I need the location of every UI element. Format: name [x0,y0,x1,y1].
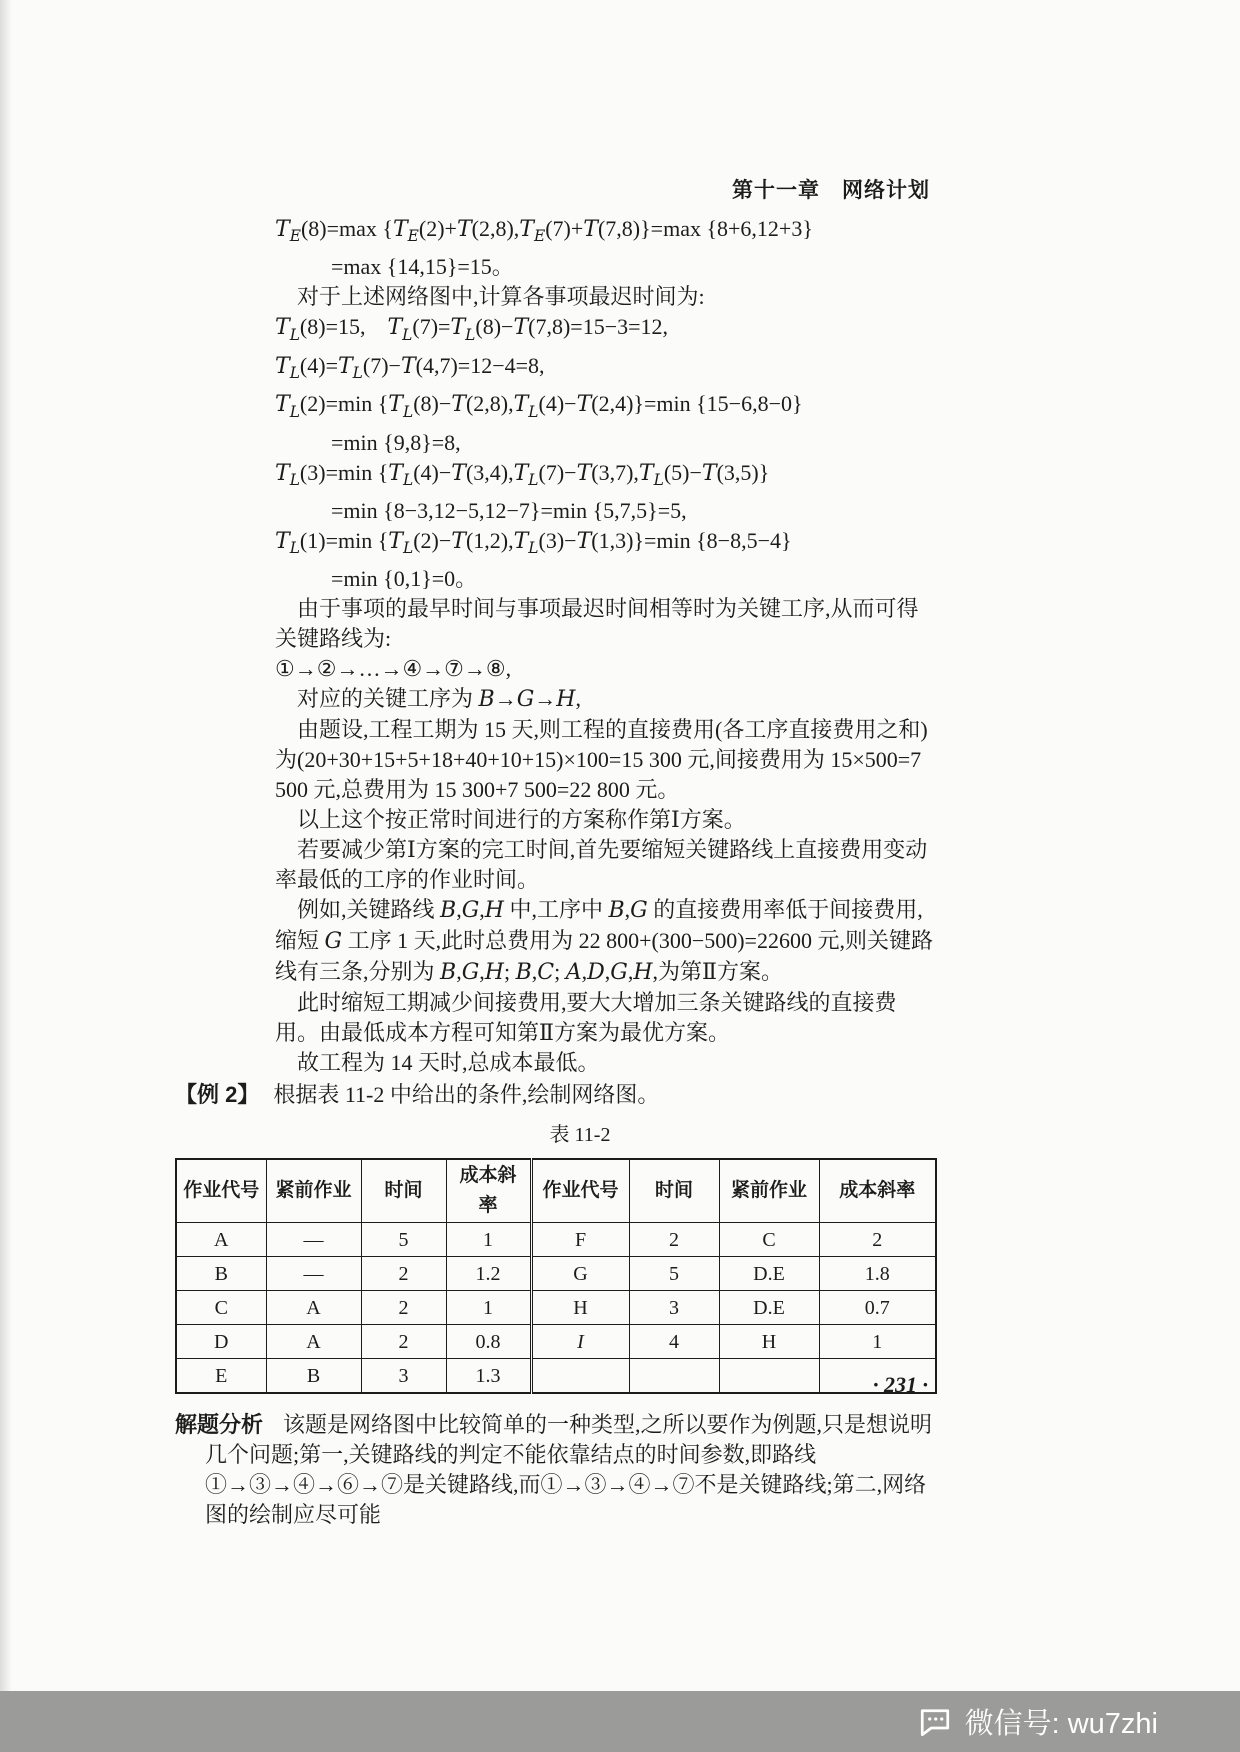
page-body [175,214,940,1530]
header-cell: 成本斜率 [446,1159,531,1223]
paragraph: 此时缩短工期减少间接费用,要大大增加三条关键路线的直接费用。由最低成本方程可知第Ⅱ方案为最优方案。 [275,990,897,1046]
formula-line: =min {0,1}=0。 [331,566,478,592]
formula-line: $T_E(8)=\max$ $\{T_E(2)+T(2,8),T_E(7)+T(7,8)\}=\max$ {8+6,12+3} [275,216,813,246]
table-row [176,1223,936,1257]
formula-intro-text: 对于上述网络图中,计算各事项最迟时间为: [297,284,705,310]
header-cell: 作业代号 [176,1159,266,1223]
header-cell: 成本斜率 [819,1159,936,1223]
table-cell: 2 [361,1325,446,1359]
table-caption: 表 11-2 [549,1124,611,1147]
watermark-bar [0,1691,1240,1752]
table-cell: 4 [629,1325,719,1359]
table-cell: 0.8 [446,1325,531,1359]
table-row [176,1291,936,1325]
formula-line: $T_L(3)=\min$ $\{T_L(4)-T(3,4),T_L(7)-T(3,7),T_L(5)-T(3,5)\}$ [275,459,770,489]
formula-line: =min {9,8}=8, [331,429,461,455]
paragraph: 例如,关键路线 B,G,H 中,工序中 B,G 的直接费用率低于间接费用,缩短 G 工序 1 天,此时总费用为 22 800+(300−500)=22600 元,则关键路线有三条,分别为 B,G,H; B,C; A,D,G,H,为第Ⅱ方案。 [275,897,933,986]
table-cell: 1 [819,1325,936,1359]
table-cell: 2 [361,1257,446,1291]
table-cell: D.E [719,1257,819,1291]
formula-line: =min {8−3,12−5,12−7}=min {5,7,5}=5, [331,497,687,523]
watermark-text: 微信号: wu7zhi [964,1708,1158,1740]
table-cell: 1 [446,1291,531,1325]
table-cell: A [176,1223,266,1257]
table-cell: C [719,1223,819,1257]
table-cell: 1.8 [819,1257,936,1291]
analysis-block [175,1410,940,1530]
table-cell: 2 [819,1223,936,1257]
formula-line: =max {14,15}=15。 [331,254,514,280]
table-row [176,1325,936,1359]
table-cell: B [266,1359,361,1394]
table-cell: H [531,1291,629,1325]
table-cell: B [176,1257,266,1291]
table-cell [719,1359,819,1394]
table-cell: 0.7 [819,1291,936,1325]
header-cell: 作业代号 [531,1159,629,1223]
paragraph: 对应的关键工序为 B→G→H, [297,686,581,713]
table-cell: 1 [446,1223,531,1257]
formula-line: $T_L(4)=T_L(7)-T(4,7)=12-4=8$, [275,352,545,383]
table-cell [531,1359,629,1394]
table-cell: D.E [719,1291,819,1325]
paragraph: 故工程为 14 天时,总成本最低。 [297,1050,600,1076]
table-cell: G [531,1257,629,1291]
paragraph: 由于事项的最早时间与事项最迟时间相等时为关键工序,从而可得关键路线为: [275,596,919,652]
critical-path-line: ①→②→…→④→⑦→⑧, [275,656,512,682]
header-cell: 时间 [361,1159,446,1223]
table-cell: A [266,1291,361,1325]
table-cell: D [176,1325,266,1359]
table-cell: A [266,1325,361,1359]
table-cell: 2 [629,1223,719,1257]
formula-line: $T_L(1)=\min$ $\{T_L(2)-T(1,2),T_L(3)-T(1,3)\}=\min$ {8−8,5−4} [275,527,792,558]
header-cell: 紧前作业 [266,1159,361,1223]
paragraph: 由题设,工程工期为 15 天,则工程的直接费用(各工序直接费用之和)为(20+30+15+5+18+40+10+15)×100=15 300 元,间接费用为 15×500=7 500 元,总费用为 15 300+7 500=22 800 元。 [275,717,928,803]
example-label: 【例 2】 [175,1082,260,1108]
table-cell: — [266,1257,361,1291]
analysis-text: 该题是网络图中比较简单的一种类型,之所以要作为例题,只是想说明几个问题;第一,关键路线的判定不能依靠结点的时间参数,即路线①→③→④→⑥→⑦是关键路线,而①→③→④→⑦不是关键路线;第二,网络图的绘制应尽可能 [205,1412,933,1528]
chapter-header: 第十一章 网络计划 [732,179,930,202]
table-row [176,1359,936,1394]
table-cell: E [176,1359,266,1394]
formula-line: $T_L(2)=\min$ $\{T_L(8)-T(2,8),T_L(4)-T(2,4)\}=\min$ {15−6,8−0} [275,391,803,421]
table-cell: 3 [629,1291,719,1325]
table-cell: 1.2 [446,1257,531,1291]
table-cell [629,1359,719,1394]
table-row [176,1257,936,1291]
table-cell: 3 [361,1359,446,1394]
table-header-row [176,1159,936,1223]
example-text: 根据表 11-2 中给出的条件,绘制网络图。 [273,1082,660,1108]
table-cell: 5 [361,1223,446,1257]
table-cell: 2 [361,1291,446,1325]
paragraph: 以上这个按正常时间进行的方案称作第Ⅰ方案。 [297,807,746,833]
table-cell: H [719,1325,819,1359]
table-cell: C [176,1291,266,1325]
example-2-line [175,1080,940,1110]
header-cell: 紧前作业 [719,1159,819,1223]
formula-line: $T_L(8)=15$, $T_L(7)=T_L(8)-T(7,8)=15-3=12$, [275,314,669,344]
table-cell: — [266,1223,361,1257]
wechat-icon [917,1704,953,1740]
data-table [175,1158,937,1394]
solution-block [275,214,940,1078]
analysis-label: 解题分析 [175,1412,264,1438]
table-cell: I [531,1325,629,1359]
header-cell: 时间 [629,1159,719,1223]
table-cell: F [531,1223,629,1257]
page-number: · 231 · [873,1372,928,1397]
paragraph: 若要减少第Ⅰ方案的完工时间,首先要缩短关键路线上直接费用变动率最低的工序的作业时间。 [275,837,928,893]
table-cell: 1.3 [446,1359,531,1394]
table-cell: 5 [629,1257,719,1291]
